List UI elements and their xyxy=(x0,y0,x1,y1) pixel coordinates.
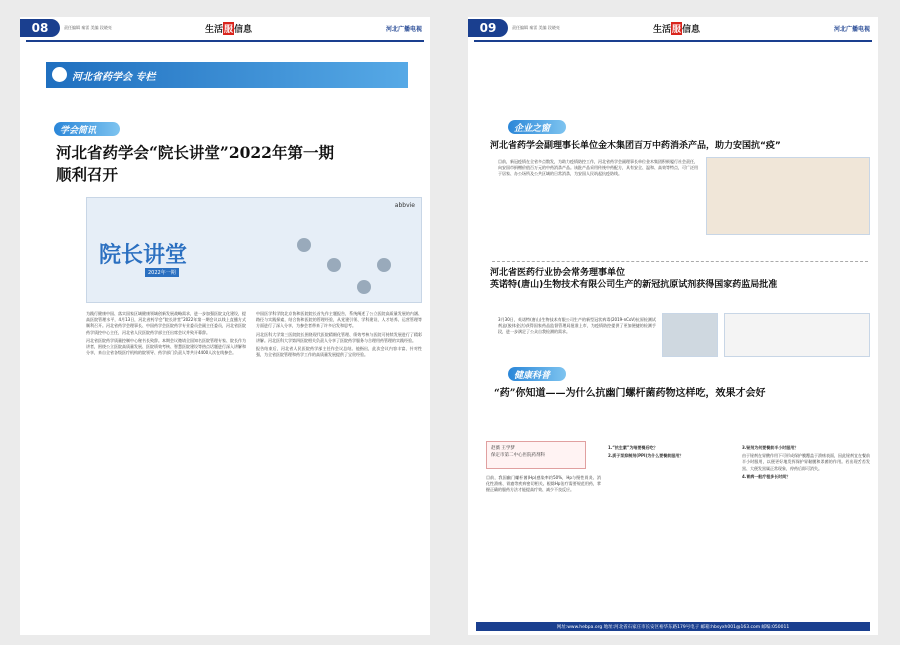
article-column-2 xyxy=(256,311,422,616)
page-number: 09 xyxy=(468,19,508,37)
speaker-avatar xyxy=(327,258,341,272)
main-title xyxy=(56,142,416,186)
paragraph: 由于铋剂在胃酸作用下可形成保护膜覆盖于溃疡表面，因此铋剂宜在餐前半小时服用，以便更好地发挥保护胃黏膜和杀菌的作用。若出现舌苔发黑、大便发黑属正常现象，停药后即可消失。 xyxy=(742,453,870,471)
header-title xyxy=(653,22,700,35)
paragraph: 河北省医院药学质量控制中心秘书长致辞。本期会议邀请全国知名医院管理专家、院长作为讲者，围绕公立医院高质量发展、医院绩效考核、智慧医院建设等热点话题进行深入讲解和分享，来自全省各级医疗机构的院领导、药学部门负责人等共计4400人次在线参会。 xyxy=(86,337,246,356)
page-number: 08 xyxy=(20,19,60,37)
building-photo xyxy=(662,313,718,357)
paragraph: 河北医科大学第三医院院长围绕现代医院精细化管理、绩效考核与医院可持续发展进行了精彩讲解。河北医科大学第四医院相关负责人分享了医院药学服务与合理用药管理的实践经验。 xyxy=(256,331,422,343)
headline-innotec xyxy=(490,267,870,291)
speaker-avatar xyxy=(377,258,391,272)
section-tag: 学会简讯 xyxy=(54,122,120,136)
article-hp-qa xyxy=(608,445,736,615)
header-title-pre: 生活 xyxy=(653,24,672,35)
header-editors: 责任编辑 秦雷 美编 段晓亮 xyxy=(512,25,560,30)
header-editors: 责任编辑 秦雷 美编 段晓亮 xyxy=(64,25,112,30)
paragraph: 中国医学科学院北京协和医院院长首先作主题报告，系统阐述了公立医院高质量发展的内涵、路径与实践探索，结合协和医院的管理经验，从党建引领、学科建设、人才培养、运营管理等方面进行了深入分享，为参会者带来了许多启发和思考。 xyxy=(256,311,422,329)
headline-innotec-line2: 英诺特(唐山)生物技术有限公司生产的新冠抗原试剂获得国家药监局批准 xyxy=(490,280,778,290)
article-hp-intro: 目前，我国幽门螺杆菌(Hp)感染率约50%，Hp与慢性胃炎、消化性溃疡、胃癌等疾病密切相关。根除Hp治疗需要规范用药，掌握正确的服药方法才能提高疗效、减少不良反应。 xyxy=(486,475,601,493)
header-rule xyxy=(474,40,872,42)
paper-name: 河北广播电视 xyxy=(833,25,870,33)
article-hp-qa-2 xyxy=(742,445,870,615)
author-names: 赵薇 王学梦 xyxy=(491,446,515,451)
paragraph: 报告结束后，河北省人民医院药学部主任作会议总结。他指出，此次会议内容丰富、针对性强，为全省医院管理和药学工作的高质量发展提供了宝贵经验。 xyxy=(256,346,422,358)
page-header xyxy=(468,17,878,39)
header-badge: 服 xyxy=(223,22,234,35)
sponsor-logo: abbvie xyxy=(394,202,415,209)
paper-name: 河北广播电视 xyxy=(385,25,422,33)
qa-heading: 3.铋剂为何要餐前半小时服用？ xyxy=(742,445,799,450)
qa-heading: 4.胃病一般疗程多长时间？ xyxy=(742,473,791,479)
column-banner xyxy=(46,62,408,88)
left-page xyxy=(20,17,430,635)
paragraph: 为践行健康中国、落实国家区域健康领域创新发展战略需求，进一步加强医院文化建设，提高医院管理水平，4月13日，河北省药学会“院长讲堂”2022年第一期会议以线上直播方式顺利召开。河北省药学会理事长、中国药学会医院药学专业委员会副主任委员，河北省医院药学质控中心主任，河北省人民医院药学部主任出席会议并致开幕辞。 xyxy=(86,311,246,335)
divider xyxy=(492,261,868,262)
headline-innotec-line1: 河北省医药行业协会常务理事单位 xyxy=(490,268,626,278)
header-rule xyxy=(26,40,424,42)
page-footer: 网址:www.hebpa.org 地址:河北省石家庄市长安区裕华东路179号电子 邮箱:hbsyxh001@163.com 邮编:050011 xyxy=(476,622,870,631)
author-affiliation: 保定市第二中心医院药剂科 xyxy=(491,453,545,458)
main-title-line2: 顺利召开 xyxy=(56,165,119,184)
society-emblem-icon xyxy=(52,67,67,82)
main-title-line1: 河北省药学会“院长讲堂”2022年第一期 xyxy=(56,143,334,162)
headline-hp: “药”你知道——为什么抗幽门螺杆菌药物这样吃，效果才会好 xyxy=(494,388,766,399)
banner-text: 河北省药学会 专栏 xyxy=(72,71,156,83)
qa-heading: 2.质子泵抑制剂(PPI)为什么要餐前服用？ xyxy=(608,453,684,459)
section-tag-enterprise: 企业之窗 xyxy=(508,120,566,134)
qa-heading: 1.“抗生素”为啥要餐后吃？ xyxy=(608,445,658,450)
speaker-avatar xyxy=(297,238,311,252)
lecture-screenshot xyxy=(86,197,422,303)
header-badge: 服 xyxy=(671,22,682,35)
author-box xyxy=(486,441,586,469)
test-kit-photo xyxy=(724,313,870,357)
donation-photo xyxy=(706,157,870,235)
header-title xyxy=(205,22,252,35)
right-page xyxy=(468,17,878,635)
section-tag-health: 健康科普 xyxy=(508,367,566,381)
article-jinmu-body: 目前，新冠疫情在全省多点散发，为助力疫情防控工作，河北省药学会副理事长单位金木集团积极履行社会责任，向安国市捐赠价值百万元的中药消杀产品。该批产品采用传统中药配方，具有安全、温和、高效等特点，可广泛用于居家、办公场所及公共区域的日常消杀，为安国人民筑起抗疫防线。 xyxy=(498,159,698,177)
article-innotec-body: 3月30日，英诺特(唐山)生物技术有限公司生产的新型冠状病毒(2019-nCoV)抗原检测试剂盒(胶体金法)获得国家药品监督管理局批准上市，为疫情防控提供了更加便捷的检测手段，进一步满足了公众自我检测的需求。 xyxy=(498,317,656,335)
lecture-subtitle: 2022年一期 xyxy=(145,268,179,277)
article-column-1 xyxy=(86,311,246,616)
speaker-avatar xyxy=(357,280,371,294)
header-title-pre: 生活 xyxy=(205,24,224,35)
page-header xyxy=(20,17,430,39)
headline-jinmu: 河北省药学会副理事长单位金木集团百万中药消杀产品，助力安国抗“疫” xyxy=(490,141,781,151)
lecture-title-art: 院长讲堂 xyxy=(99,242,188,268)
header-title-post: 信息 xyxy=(682,24,701,35)
header-title-post: 信息 xyxy=(234,24,253,35)
